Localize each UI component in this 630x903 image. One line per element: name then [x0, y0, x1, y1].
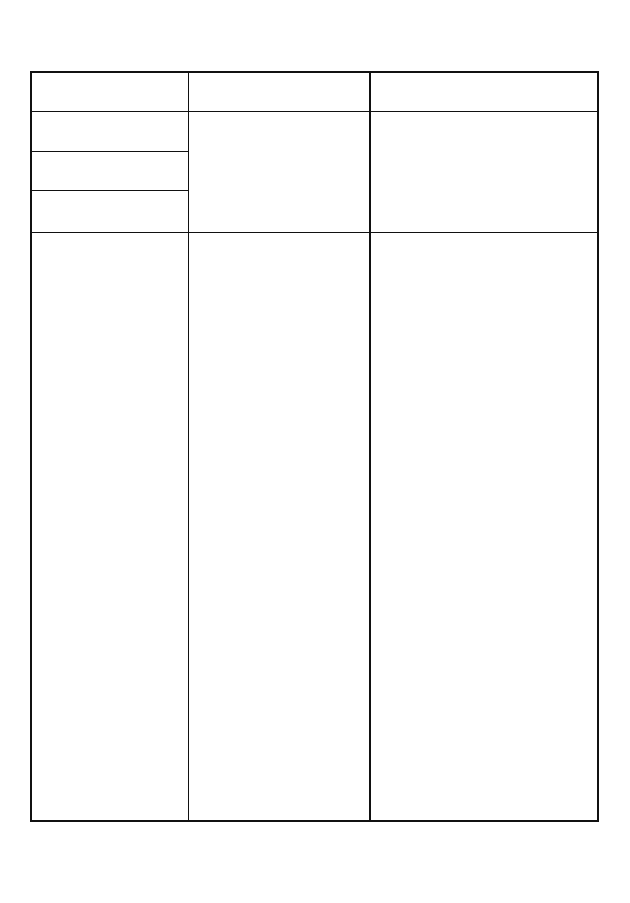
divider-left-right	[369, 71, 371, 822]
header-waste-type	[32, 152, 188, 190]
header-line-4	[30, 232, 599, 233]
table-right-border	[597, 71, 599, 822]
header-collector-name	[32, 112, 188, 151]
category-paper-waste	[393, 125, 409, 153]
divider-code-name	[188, 71, 189, 822]
category-kitchen-waste	[372, 125, 390, 183]
header-site-code	[32, 191, 188, 232]
category-wood-waste	[416, 125, 432, 153]
table-bottom-border	[30, 820, 599, 822]
header-discharger-name	[189, 191, 369, 232]
header-consignment-types	[371, 73, 597, 111]
header-permit-number	[32, 73, 188, 111]
